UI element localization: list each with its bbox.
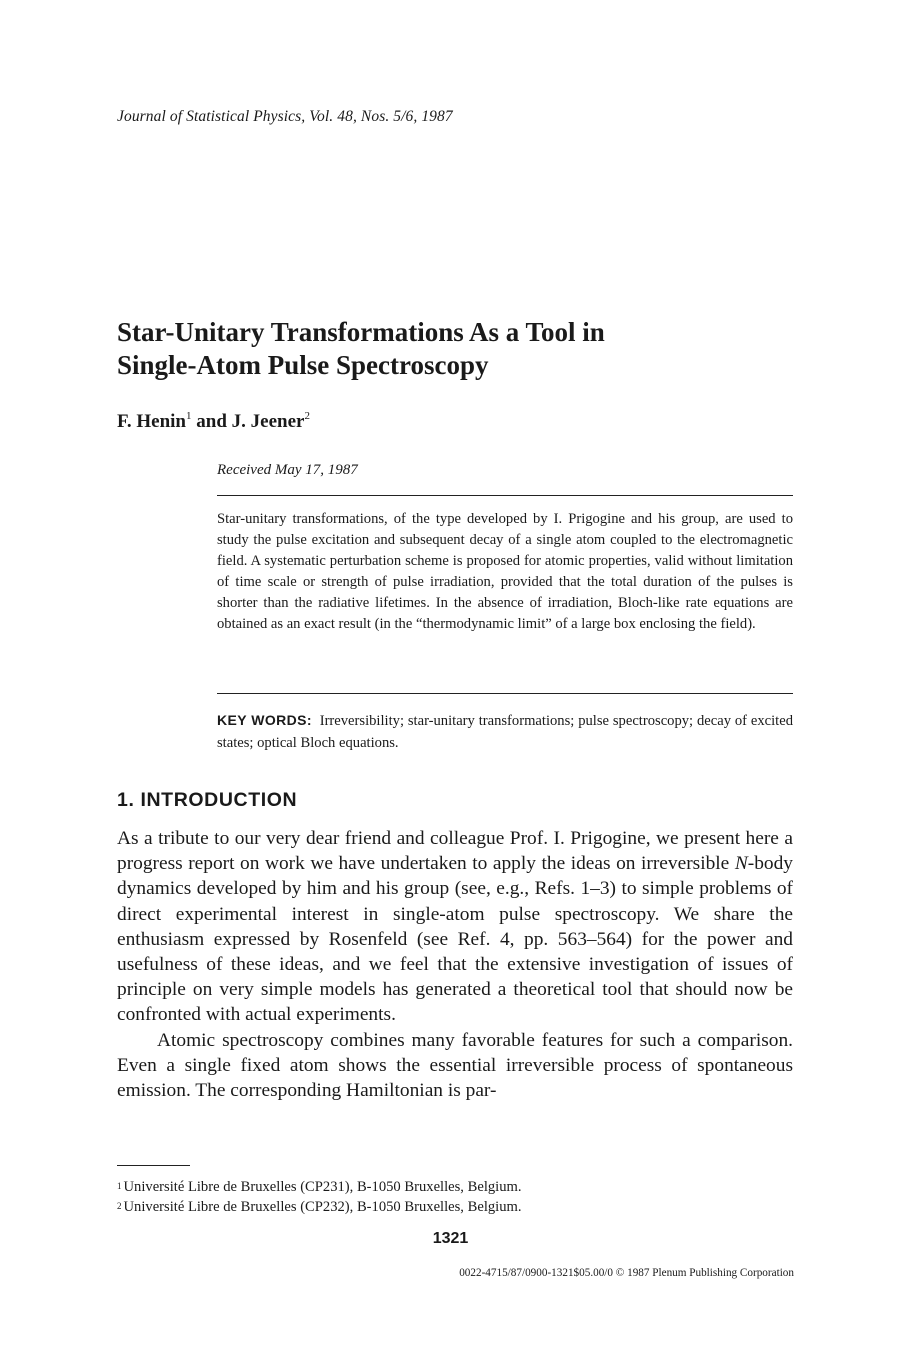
keywords-label: KEY WORDS: (217, 712, 312, 728)
keywords-text: Irreversibility; star-unitary transformations; pulse spectroscopy; decay of excited states; optical Bloch equations. (217, 713, 794, 751)
footnote-1 (117, 1177, 522, 1197)
paper-title (117, 316, 605, 382)
abstract-top-rule (217, 495, 793, 496)
author-1: F. Henin (117, 411, 186, 432)
intro-paragraph-2: Atomic spectroscopy combines many favorable features for such a comparison. Even a single fixed atom shows the essential irreversible process of spontaneous emission. The corresponding Hamiltonian is par- (117, 1029, 793, 1102)
page-number: 1321 (432, 1230, 469, 1247)
title-line-2: Single-Atom Pulse Spectroscopy (117, 350, 489, 380)
abstract-bottom-rule (217, 693, 793, 694)
title-line-1: Star-Unitary Transformations As a Tool in (117, 317, 605, 347)
footnote-2 (117, 1197, 522, 1217)
intro-p1-part-a: As a tribute to our very dear friend and colleague Prof. I. Prigogine, we present here a progress report on work we have undertaken to apply the ideas on irreversible (117, 828, 793, 875)
footnote-1-mark: 1 (117, 1181, 122, 1191)
keywords (217, 709, 793, 754)
intro-p1-italic-n: N (734, 853, 748, 875)
footnote-2-text: Université Libre de Bruxelles (CP232), B-1050 Bruxelles, Belgium. (123, 1199, 522, 1215)
abstract-text: Star-unitary transformations, of the type developed by I. Prigogine and his group, are used to study the pulse excitation and subsequent decay of a single atom coupled to the electromagnetic field. A systematic perturbation scheme is proposed for atomic properties, valid without limitation of time scale or strength of pulse irradiation, provided that the total duration of the pulses is shorter than the radiative lifetimes. In the absence of irradiation, Bloch-like rate equations are obtained as an exact result (in the “thermodynamic limit” of a large box enclosing the field). (217, 511, 793, 632)
footnote-2-mark: 2 (117, 1201, 122, 1211)
author-1-footnote-mark: 1 (186, 410, 192, 422)
author-conjunction: and (191, 411, 232, 432)
author-2: J. Jeener (231, 411, 305, 432)
footnotes (117, 1177, 522, 1217)
footnote-1-text: Université Libre de Bruxelles (CP231), B-1050 Bruxelles, Belgium. (123, 1179, 522, 1195)
author-list (117, 411, 310, 433)
intro-paragraph-1 (117, 826, 793, 1028)
intro-p1-part-b: -body dynamics developed by him and his group (see, e.g., Refs. 1–3) to simple problems of direct experimental interest in single-atom pulse spectroscopy. We share the enthusiasm expressed by Rosenfeld (see Ref. 4, pp. 563–564) for the power and usefulness of these ideas, and we feel that the extensive investigation of issues of principle on very simple models has generated a theoretical tool that should now be confronted with actual experiments. (117, 853, 793, 1026)
copyright-line: 0022-4715/87/0900-1321$05.00/0 © 1987 Plenum Publishing Corporation (459, 1267, 794, 1279)
received-date: Received May 17, 1987 (217, 462, 358, 478)
author-2-footnote-mark: 2 (304, 410, 310, 422)
footnote-rule (117, 1165, 190, 1166)
journal-citation: Journal of Statistical Physics, Vol. 48, Nos. 5/6, 1987 (117, 108, 453, 125)
section-heading: 1. INTRODUCTION (117, 789, 298, 811)
introduction-body (117, 826, 793, 1103)
